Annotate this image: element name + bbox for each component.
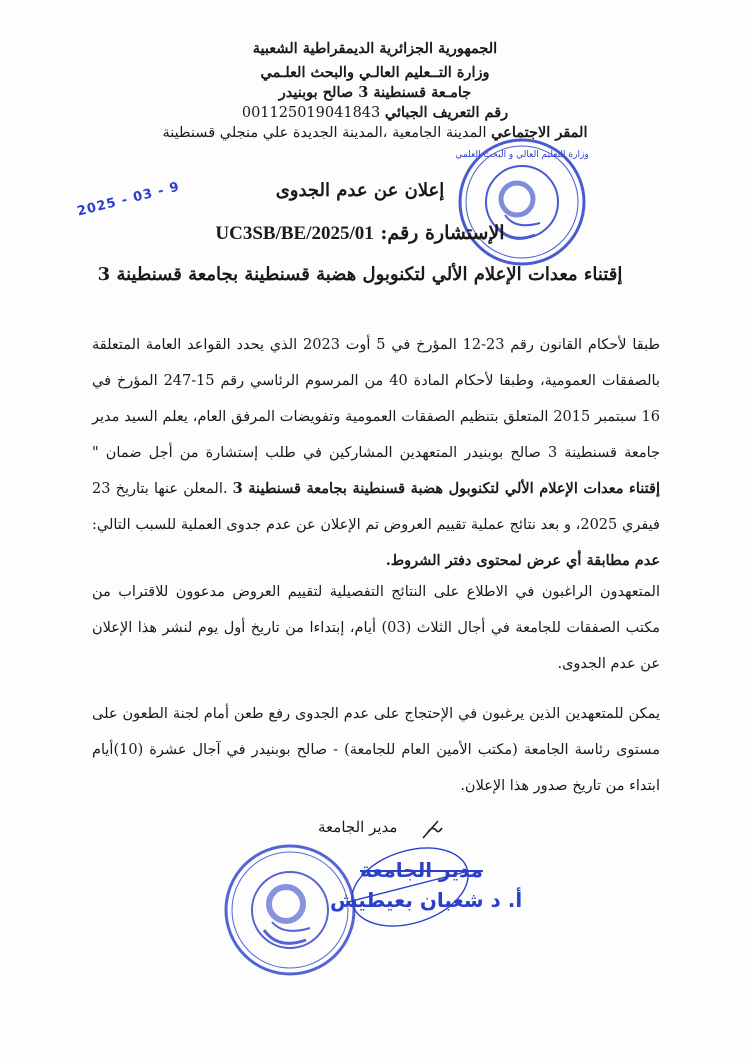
tax-id-label: رقم التعريف الجبائي [384,104,509,121]
signature-scribble-icon [340,842,470,937]
consultation-label: الإستشارة رقم: [380,222,505,244]
header-country: الجمهورية الجزائرية الديمقراطية الشعبية [252,40,498,57]
header-tax-id [150,104,600,122]
header-ministry: وزارة التــعليم العالـي والبحث العلـمي [260,64,490,81]
initials-scribble-icon [420,818,444,842]
stamp-title: مدير الجامعة [360,858,483,882]
consultation-line [60,222,660,245]
p1-text-a: طبقا لأحكام القانون رقم 23-12 المؤرخ في 5 أوت 2023 الذي يحدد القواعد العامة المتعلقة بالصفقات العمومية، وطبقا لأحكام المادة 40 من المرسوم الرئاسي رقم 15-247 المؤرخ في 16 سبتمبر 2015 المتعلق بتنظيم الصفقات العمومية وتفويضات المرفق العام، يعلم السيد مدير جامعة قسنطينة 3 صالح بوبنيدر المتعهدين المشاركين في طلب إستشارة من أجل ضمان " [92,337,661,461]
paragraph-results-access: المتعهدون الراغبون في الاطلاع على النتائج التفصيلية لتقييم العروض مدعوون للاقتراب من مكتب الصفقات للجامعة في أجال الثلاث (03) أيام، إبتداءا من تاريخ أول يوم لنشر هذا الإعلان عن عدم الجدوى. [92,584,660,672]
stamp-name: أ. د شعبان بعيطيش [330,888,523,912]
hq-address: المدينة الجامعية ،المدينة الجديدة علي منجلي قسنطينة [162,125,487,141]
announcement-subject: إقتناء معدات الإعلام الألي لتكنوبول هضبة قسنطينة بجامعة قسنطينة 3 [97,264,623,285]
p1-subject-bold: إقتناء معدات الإعلام الألي لتكنوبول هضبة قسنطينة بجامعة قسنطينة 3 [232,480,660,497]
announcement-title: إعلان عن عدم الجدوى [275,180,445,201]
university-stamp-top [455,135,590,270]
tax-id-value: 001125019041843 [241,105,381,121]
paragraph-legal-basis [92,327,660,579]
paragraph-appeal: يمكن للمتعهدين الذين يرغبون في الإحتجاج على عدم الجدوى رفع طعن أمام لجنة الطعون على مستوى رئاسة الجامعة (مكتب الأمين العام للجامعة) - صالح بوبنيدر في آجال عشرة (10)أيام ابتداء من تاريخ صدور هذا الإعلان. [92,706,660,794]
p1-text-b: .المعلن عنها بتاريخ 23 فيفري 2025، و بعد نتائج عملية تقييم العروض تم الإعلان عن عدم جدوى العملية للسبب التالي: [92,481,660,533]
consultation-number: 01/UC3SB/BE/2025 [215,223,374,244]
signature-title: مدير الجامعة [318,818,398,836]
header-university: جامـعة قسنطينة 3 صالح بوبنيدر [278,84,472,101]
handwritten-date: 2025 - 03 - 9 [75,179,182,220]
p1-reason-bold: عدم مطابقة أي عرض لمحتوى دفتر الشروط. [385,552,660,569]
stamp-ring-text: وزارة التعليم العالي و البحث العلمي [455,150,589,160]
hq-label: المقر الاجتماعي [491,124,588,141]
